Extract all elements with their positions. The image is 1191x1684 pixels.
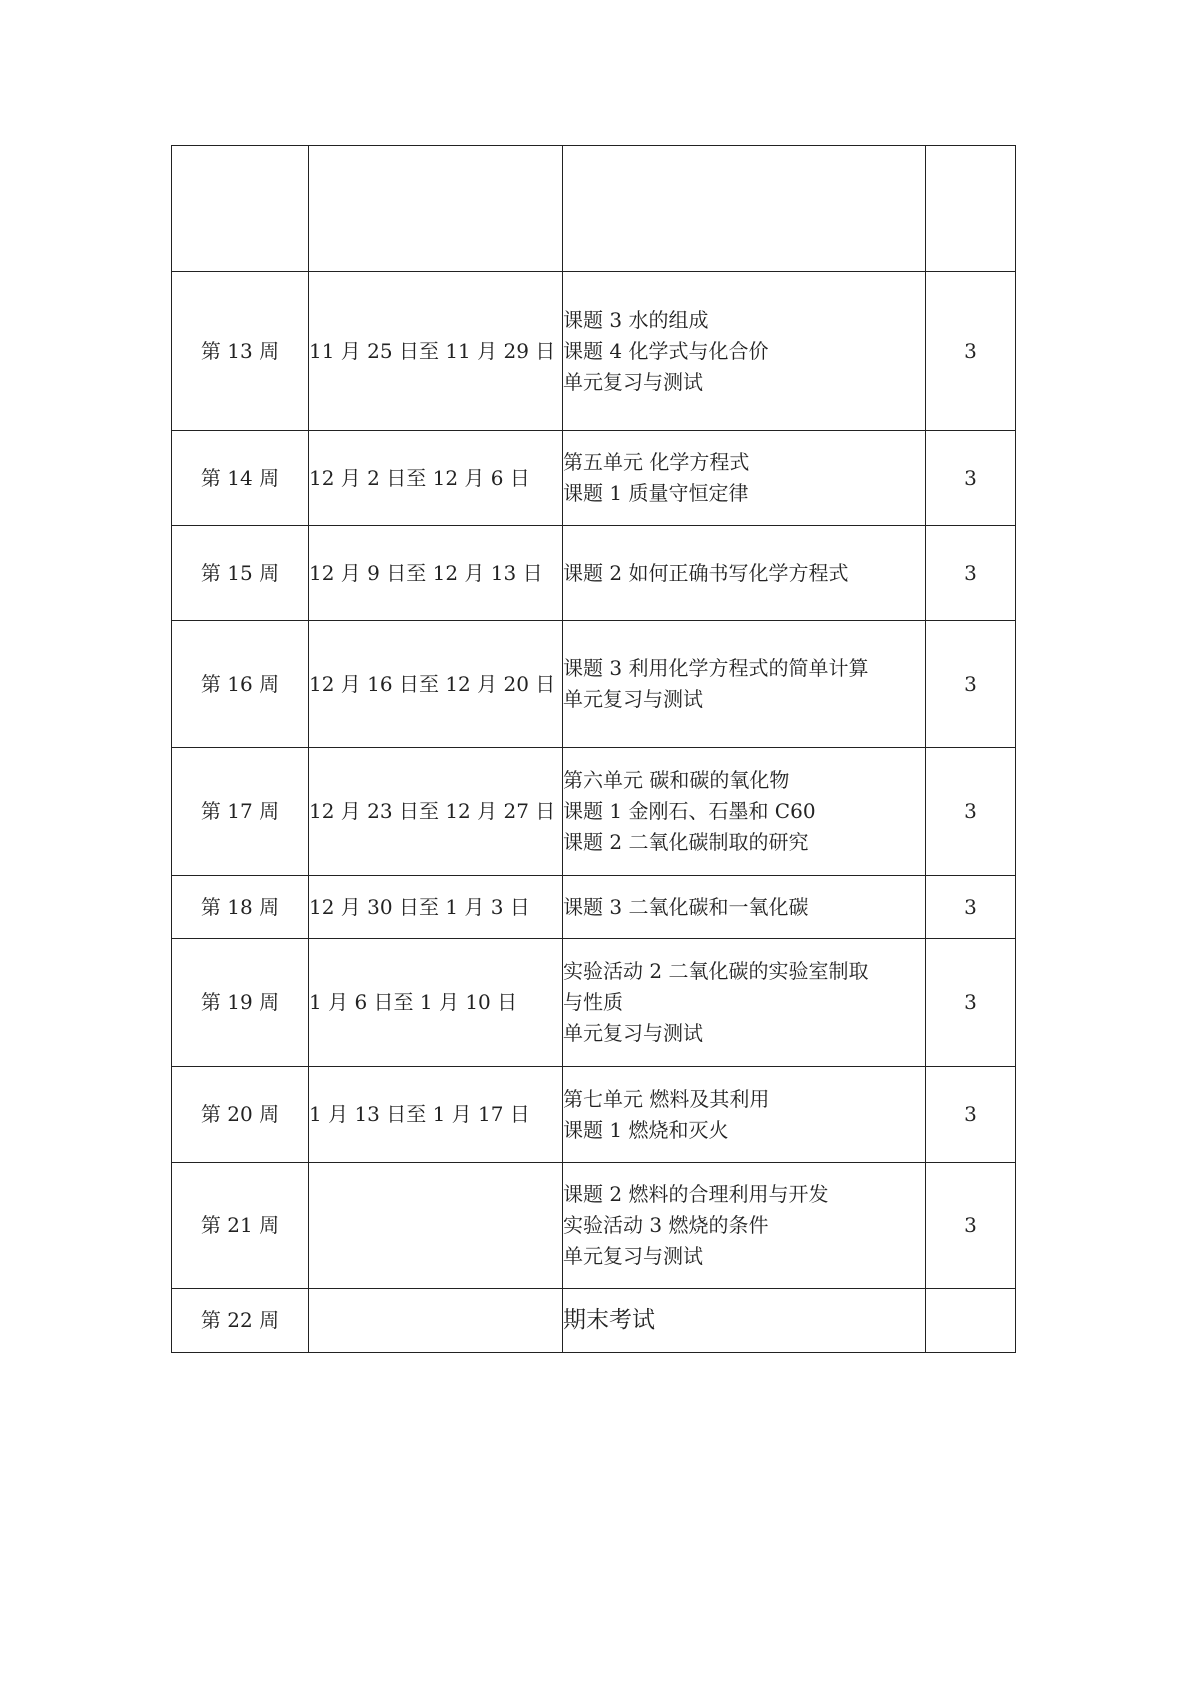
date-cell: 12 月 2 日至 12 月 6 日 bbox=[309, 431, 563, 526]
content-cell bbox=[563, 1163, 926, 1289]
table-row bbox=[172, 526, 1016, 621]
date-cell: 12 月 23 日至 12 月 27 日 bbox=[309, 748, 563, 876]
hours-cell: 3 bbox=[926, 748, 1016, 876]
content-line: 第七单元 燃料及其利用 bbox=[563, 1086, 770, 1111]
content-line: 课题 2 如何正确书写化学方程式 bbox=[563, 560, 849, 585]
content-cell bbox=[563, 748, 926, 876]
date-cell: 12 月 16 日至 12 月 20 日 bbox=[309, 621, 563, 748]
hours-cell bbox=[926, 1289, 1016, 1353]
table-row bbox=[172, 939, 1016, 1067]
content-cell bbox=[563, 526, 926, 621]
hours-cell: 3 bbox=[926, 876, 1016, 939]
date-cell bbox=[309, 1289, 563, 1353]
content-line: 课题 1 燃烧和灭火 bbox=[563, 1117, 729, 1142]
content-line: 课题 1 金刚石、石墨和 C60 bbox=[563, 799, 816, 823]
week-cell: 第 18 周 bbox=[172, 876, 309, 939]
content-cell bbox=[563, 1067, 926, 1163]
hours-cell: 3 bbox=[926, 272, 1016, 431]
date-cell: 11 月 25 日至 11 月 29 日 bbox=[309, 272, 563, 431]
hours-cell: 3 bbox=[926, 939, 1016, 1067]
content-line: 第五单元 化学方程式 bbox=[563, 450, 750, 474]
table-row bbox=[172, 1163, 1016, 1289]
content-cell bbox=[563, 431, 926, 526]
hours-cell: 3 bbox=[926, 1163, 1016, 1289]
content-line: 实验活动 3 燃烧的条件 bbox=[563, 1213, 769, 1237]
date-cell: 1 月 13 日至 1 月 17 日 bbox=[309, 1067, 563, 1163]
date-cell: 1 月 6 日至 1 月 10 日 bbox=[309, 939, 563, 1067]
content-cell bbox=[563, 1289, 926, 1353]
week-cell: 第 16 周 bbox=[172, 621, 309, 748]
hours-cell: 3 bbox=[926, 526, 1016, 621]
table-row bbox=[172, 272, 1016, 431]
week-cell: 第 20 周 bbox=[172, 1067, 309, 1163]
content-line: 课题 3 利用化学方程式的简单计算 bbox=[563, 656, 869, 680]
week-cell: 第 15 周 bbox=[172, 526, 309, 621]
week-cell: 第 13 周 bbox=[172, 272, 309, 431]
hours-cell: 3 bbox=[926, 1067, 1016, 1163]
content-cell bbox=[563, 272, 926, 431]
teaching-schedule-table bbox=[171, 145, 1016, 1353]
content-line: 单元复习与测试 bbox=[563, 369, 703, 394]
content-line: 实验活动 2 二氧化碳的实验室制取 bbox=[563, 959, 869, 983]
hours-cell: 3 bbox=[926, 621, 1016, 748]
content-line: 课题 3 水的组成 bbox=[563, 307, 709, 332]
table-row bbox=[172, 1289, 1016, 1353]
date-cell bbox=[309, 146, 563, 272]
date-cell bbox=[309, 1163, 563, 1289]
week-cell bbox=[172, 146, 309, 272]
table-row bbox=[172, 621, 1016, 748]
content-line: 期末考试 bbox=[563, 1307, 655, 1333]
week-cell: 第 19 周 bbox=[172, 939, 309, 1067]
content-cell bbox=[563, 146, 926, 272]
hours-cell: 3 bbox=[926, 431, 1016, 526]
hours-cell bbox=[926, 146, 1016, 272]
content-line: 单元复习与测试 bbox=[563, 1244, 703, 1268]
week-cell: 第 17 周 bbox=[172, 748, 309, 876]
content-cell bbox=[563, 621, 926, 748]
content-line: 课题 3 二氧化碳和一氧化碳 bbox=[563, 894, 809, 919]
content-line: 单元复习与测试 bbox=[563, 1021, 703, 1045]
week-cell: 第 22 周 bbox=[172, 1289, 309, 1353]
content-line: 课题 1 质量守恒定律 bbox=[563, 481, 749, 505]
content-cell bbox=[563, 939, 926, 1067]
table-row bbox=[172, 146, 1016, 272]
table-row bbox=[172, 748, 1016, 876]
content-line: 课题 2 燃料的合理利用与开发 bbox=[563, 1182, 829, 1206]
content-line: 与性质 bbox=[563, 990, 623, 1014]
week-cell: 第 14 周 bbox=[172, 431, 309, 526]
table-row bbox=[172, 876, 1016, 939]
date-cell: 12 月 30 日至 1 月 3 日 bbox=[309, 876, 563, 939]
content-line: 单元复习与测试 bbox=[563, 687, 703, 711]
table-row bbox=[172, 431, 1016, 526]
content-line: 课题 2 二氧化碳制取的研究 bbox=[563, 830, 809, 854]
content-line: 第六单元 碳和碳的氧化物 bbox=[563, 768, 790, 792]
date-cell: 12 月 9 日至 12 月 13 日 bbox=[309, 526, 563, 621]
content-cell bbox=[563, 876, 926, 939]
table-row bbox=[172, 1067, 1016, 1163]
content-line: 课题 4 化学式与化合价 bbox=[563, 338, 769, 363]
week-cell: 第 21 周 bbox=[172, 1163, 309, 1289]
